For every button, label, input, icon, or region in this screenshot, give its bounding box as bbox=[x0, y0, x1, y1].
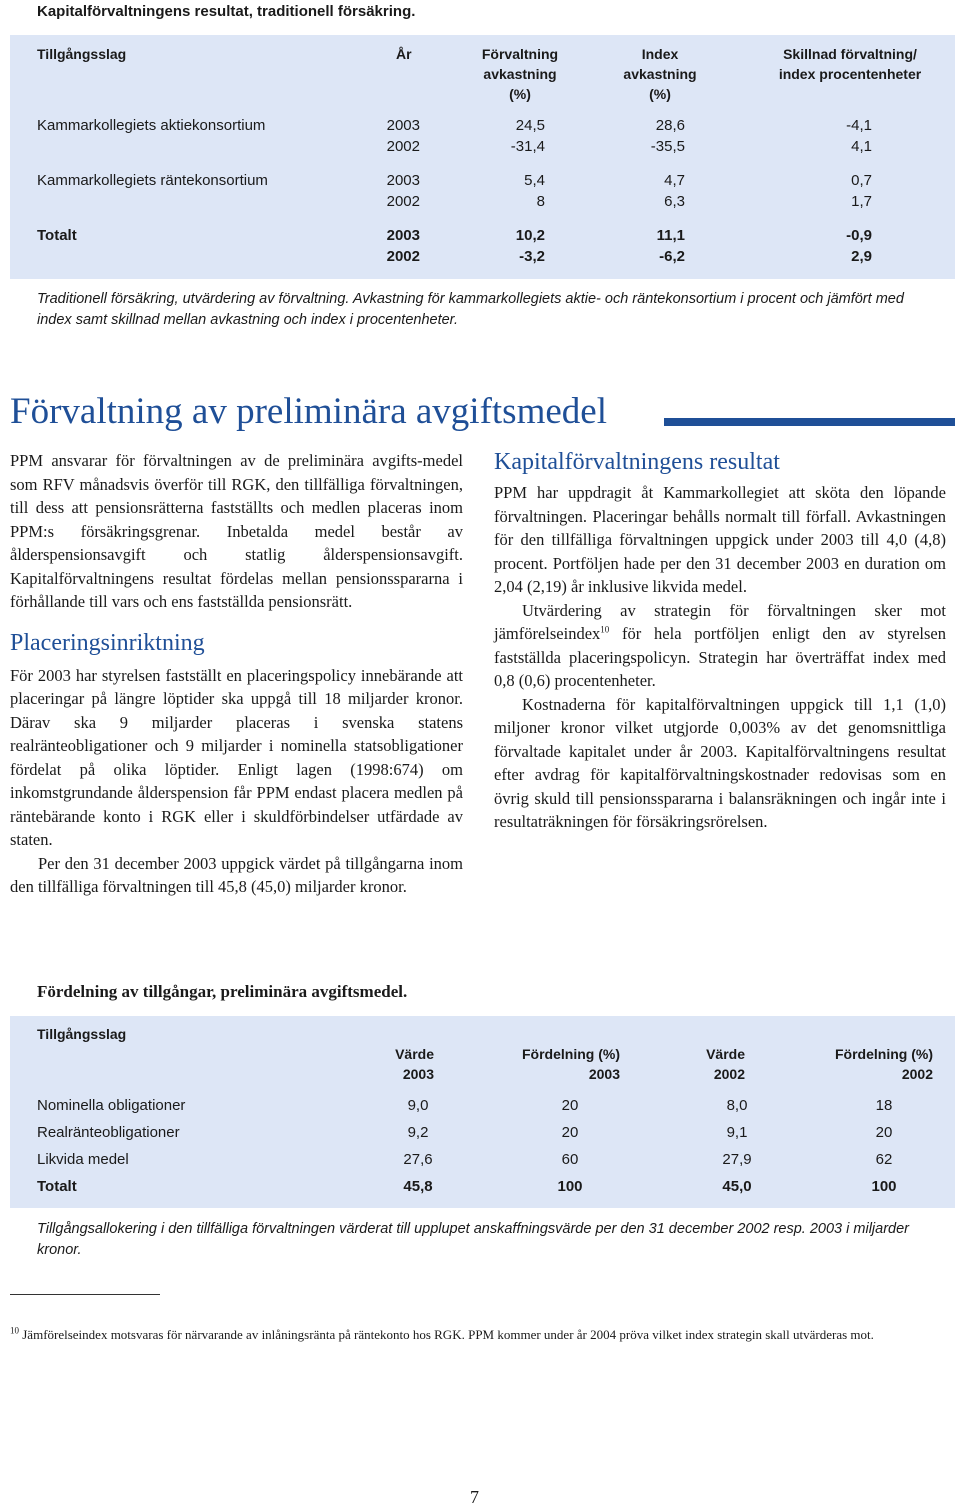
table2-cell-share-2003: 60 bbox=[561, 1151, 579, 1168]
table1-cell-diff: 1,7 bbox=[851, 193, 872, 210]
table2-header-value-2002 bbox=[660, 1044, 745, 1084]
table1-cell-year: 2003 bbox=[386, 172, 420, 189]
table1-cell-index: 28,6 bbox=[655, 117, 685, 134]
table2-cell-value-2002: 45,0 bbox=[722, 1178, 752, 1195]
table1-cell-diff: -4,1 bbox=[846, 117, 872, 134]
table1-header-difference bbox=[770, 44, 930, 84]
table2-cell-value-2003: 45,8 bbox=[403, 1178, 433, 1195]
header-line: Förvaltning bbox=[481, 46, 559, 62]
paragraph: Kostnaderna för kapitalförvaltningen uppgick till 1,1 (1,0) miljoner kronor vilket utgjorde 0,003% av det genomsnittliga förvaltade kapitalet under år 2003. Kapitalförvaltningens resultat efter avdrag för kapitalförvaltningskostnader redovisas som en övrig skuld till pensionsspararna i balansräkningen och ingår inte i resultaträkningen för försäkringsrörelsen. bbox=[494, 694, 946, 831]
header-line: Fördelning (%) bbox=[522, 1046, 620, 1062]
table2-caption: Tillgångsallokering i den tillfälliga förvaltningen värderat till upplupet anskaffningsvärde per den 31 december 2002 resp. 2003 i miljarder kronor. bbox=[37, 1221, 909, 1258]
table2-row-name: Realränteobligationer bbox=[37, 1124, 180, 1141]
table2-row-name: Likvida medel bbox=[37, 1151, 129, 1168]
table1-header-fund-return bbox=[460, 44, 580, 104]
table2-cell-share-2002: 20 bbox=[875, 1124, 893, 1141]
header-line: 2002 bbox=[713, 1066, 745, 1082]
header-line: avkastning bbox=[483, 66, 557, 82]
table2-title: Fördelning av tillgångar, preliminära avgiftsmedel. bbox=[37, 982, 408, 1001]
table2-cell-value-2003: 9,0 bbox=[407, 1097, 429, 1114]
section-heading: Placeringsinriktning bbox=[10, 629, 205, 656]
table1-cell-index: 6,3 bbox=[664, 193, 685, 210]
table1-cell-fund: 24,5 bbox=[515, 117, 545, 134]
table2-cell-share-2002: 62 bbox=[875, 1151, 893, 1168]
page-number: 7 bbox=[470, 1487, 479, 1507]
table2-cell-value-2002: 27,9 bbox=[722, 1151, 752, 1168]
table1-row-name-total: Totalt bbox=[37, 227, 77, 244]
table1-header-year: År bbox=[396, 46, 412, 62]
table2-cell-share-2003: 100 bbox=[557, 1178, 583, 1195]
table1-cell-fund: 10,2 bbox=[515, 227, 545, 244]
table2-cell-share-2002: 18 bbox=[875, 1097, 893, 1114]
paragraph: För 2003 har styrelsen fastställt en placeringspolicy innebärande att placeringar på längre löptider ska uppgå till 18 miljarder kronor. Därav ska 9 miljarder placeras i svenska statens realränteobligationer och 9 miljarder i nominella statsobligationer fördelat på olika löptider. Enligt lagen (1998:674) om inkomstgrundande ålderspension får PPM endast placera medlen på räntebärande konto i RGK eller i skuldförbindelser utfärdade av staten. bbox=[10, 665, 463, 849]
table1-cell-fund: 8 bbox=[536, 193, 545, 210]
heading-rule bbox=[664, 418, 955, 426]
footnote-text: Jämförelseindex motsvaras för närvarande av inlåningsränta på räntekonto hos RGK. PPM kommer under år 2004 pröva vilket index strategin skall utvärderas mot. bbox=[22, 1327, 874, 1342]
header-line: 2003 bbox=[402, 1066, 434, 1082]
table2-cell-share-2002: 100 bbox=[871, 1178, 897, 1195]
header-line: avkastning bbox=[623, 66, 697, 82]
text: Utvärdering av strategin för förvaltningen sker mot jämförelseindex bbox=[494, 600, 946, 643]
table1-cell-fund: -31,4 bbox=[510, 138, 545, 155]
table1-cell-diff: 2,9 bbox=[851, 248, 872, 265]
table1-cell-index: -6,2 bbox=[659, 248, 685, 265]
table1-cell-year: 2003 bbox=[386, 117, 420, 134]
table2-header-value-2003 bbox=[350, 1044, 434, 1084]
table1-cell-fund: 5,4 bbox=[524, 172, 545, 189]
table2-cell-value-2002: 9,1 bbox=[726, 1124, 748, 1141]
header-line: Värde bbox=[395, 1046, 434, 1062]
table2-row-name-total: Totalt bbox=[37, 1178, 77, 1195]
footnote bbox=[10, 1326, 890, 1344]
table1-row-name: Kammarkollegiets aktiekonsortium bbox=[37, 117, 266, 134]
table1-cell-diff: 0,7 bbox=[851, 172, 872, 189]
header-line: Index bbox=[641, 46, 679, 62]
table1-header-index-return bbox=[600, 44, 720, 104]
table2-cell-share-2003: 20 bbox=[561, 1097, 579, 1114]
text: för hela portföljen enligt den av styrelsen fastställda placeringspolicyn. Strategin har överträffat index med 0,8 (0,6) procentenheter. bbox=[494, 624, 946, 690]
table2 bbox=[10, 1016, 955, 1208]
right-column bbox=[494, 447, 946, 834]
page-title: Förvaltning av preliminära avgiftsmedel bbox=[10, 391, 607, 432]
header-line: Värde bbox=[706, 1046, 745, 1062]
header-line: (%) bbox=[649, 86, 671, 102]
section-heading: Kapitalförvaltningens resultat bbox=[494, 449, 780, 475]
paragraph: PPM ansvarar för förvaltningen av de preliminära avgifts-medel som RFV månadsvis överför till RGK, den tillfälliga förvaltningen, till dess att pensionsrätterna fastställts och medlen placeras inom PPM:s försäkringsgrenar. Inbetalda medel består av ålderspensionsavgift och statlig ålderspensionsavgift. Kapitalförvaltningens resultat fördelas mellan pensionsspararna i förhållande till vars och ens fastställda pensionsrätt. bbox=[10, 451, 463, 611]
table1-cell-fund: -3,2 bbox=[519, 248, 545, 265]
header-line: (%) bbox=[509, 86, 531, 102]
table1 bbox=[10, 35, 955, 279]
table1-cell-diff: -0,9 bbox=[846, 227, 872, 244]
footnote-reference[interactable]: 10 bbox=[600, 624, 610, 635]
table2-row-name: Nominella obligationer bbox=[37, 1097, 186, 1114]
table2-cell-share-2003: 20 bbox=[561, 1124, 579, 1141]
header-line: 2003 bbox=[588, 1066, 620, 1082]
header-line: Fördelning (%) bbox=[835, 1046, 933, 1062]
table2-header-share-2002 bbox=[790, 1044, 933, 1084]
footnote-divider bbox=[10, 1294, 160, 1295]
header-line: index procentenheter bbox=[778, 66, 922, 82]
table2-header-asset-class: Tillgångsslag bbox=[37, 1026, 127, 1042]
table1-cell-index: 4,7 bbox=[664, 172, 685, 189]
table1-cell-index: -35,5 bbox=[650, 138, 685, 155]
table2-cell-value-2003: 27,6 bbox=[403, 1151, 433, 1168]
paragraph: Per den 31 december 2003 uppgick värdet på tillgångarna inom den tillfälliga förvaltningen till 45,8 (45,0) miljarder kronor. bbox=[10, 853, 463, 896]
table2-cell-value-2002: 8,0 bbox=[726, 1097, 748, 1114]
table1-header-asset-class: Tillgångsslag bbox=[37, 46, 127, 62]
header-line: 2002 bbox=[901, 1066, 933, 1082]
table1-cell-year: 2003 bbox=[386, 227, 420, 244]
paragraph bbox=[494, 599, 946, 693]
footnote-number: 10 bbox=[10, 1325, 19, 1336]
table1-caption: Traditionell försäkring, utvärdering av förvaltning. Avkastning för kammarkollegiets aktie- och räntekonsortium i procent och jämfört med index samt skillnad mellan avkastning och index i procentenheter. bbox=[37, 291, 904, 328]
paragraph: PPM har uppdragit åt Kammarkollegiet att sköta den löpande förvaltningen. Placeringar behålls normalt till förfall. Avkastningen för den tillfälliga förvaltningen uppgick under 2003 till 4,0 (4,8) procent. Portföljen hade per den 31 december 2003 en duration om 2,04 (2,19) år inklusive likvida medel. bbox=[494, 483, 946, 596]
header-line: Skillnad förvaltning/ bbox=[783, 46, 917, 62]
table1-cell-year: 2002 bbox=[386, 248, 420, 265]
table1-cell-index: 11,1 bbox=[656, 227, 685, 244]
table1-cell-year: 2002 bbox=[386, 193, 420, 210]
table1-cell-year: 2002 bbox=[386, 138, 420, 155]
table1-row-name: Kammarkollegiets räntekonsortium bbox=[37, 172, 268, 189]
left-column bbox=[10, 449, 463, 899]
table2-header-share-2003 bbox=[480, 1044, 620, 1084]
table1-title: Kapitalförvaltningens resultat, traditionell försäkring. bbox=[37, 3, 416, 20]
table2-cell-value-2003: 9,2 bbox=[407, 1124, 429, 1141]
table1-cell-diff: 4,1 bbox=[851, 138, 872, 155]
